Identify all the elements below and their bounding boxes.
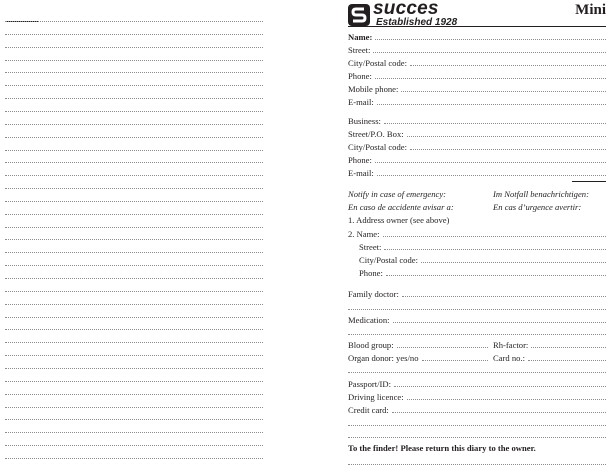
ruled-line[interactable] <box>5 60 263 61</box>
ruled-line[interactable] <box>5 137 263 138</box>
family-doctor-field[interactable] <box>348 287 606 299</box>
business-city-label: City/Postal code: <box>348 142 407 152</box>
emergency-city-field[interactable] <box>359 253 606 265</box>
established-tagline: Established 1928 <box>376 17 458 28</box>
right-form-page <box>340 0 610 470</box>
ruled-line[interactable] <box>5 291 263 292</box>
driving-licence-field[interactable] <box>348 390 606 402</box>
ruled-line[interactable] <box>5 252 263 253</box>
ruled-line[interactable] <box>5 407 263 408</box>
ruled-line[interactable] <box>5 72 263 73</box>
business-phone-label: Phone: <box>348 155 372 165</box>
business-email-label: E-mail: <box>348 168 374 178</box>
ruled-line[interactable] <box>5 111 263 112</box>
organ-donor-label: Organ donor: yes/no <box>348 353 419 363</box>
ruled-line[interactable] <box>5 342 263 343</box>
rh-factor-field[interactable] <box>493 338 606 350</box>
business-email-field[interactable] <box>348 166 606 178</box>
medical-extra-line[interactable] <box>348 363 606 375</box>
medication-extra-line[interactable] <box>348 325 606 337</box>
ruled-line[interactable] <box>5 329 263 330</box>
emergency-name-field[interactable] <box>348 227 606 239</box>
blood-group-label: Blood group: <box>348 340 394 350</box>
ruled-line[interactable] <box>5 227 263 228</box>
email-field[interactable] <box>348 95 606 107</box>
ruled-line[interactable] <box>5 239 263 240</box>
documents-extra-line-2[interactable] <box>348 428 606 440</box>
blood-group-field[interactable] <box>348 338 488 350</box>
emergency-street-label: Street: <box>359 242 382 252</box>
email-label: E-mail: <box>348 97 374 107</box>
city-postal-field[interactable] <box>348 56 606 68</box>
notify-german: Im Notfall benachrichtigen: <box>493 189 589 199</box>
business-street-label: Street/P.O. Box: <box>348 129 404 139</box>
business-field[interactable] <box>348 114 606 126</box>
ruled-line[interactable] <box>5 162 263 163</box>
mobile-phone-field[interactable] <box>348 82 606 94</box>
ruled-line[interactable] <box>5 394 263 395</box>
emergency-item-owner: 1. Address owner (see above) <box>348 215 450 225</box>
ruled-line[interactable] <box>5 304 263 305</box>
ruled-line[interactable] <box>5 201 263 202</box>
ruled-line[interactable] <box>5 381 263 382</box>
ruled-line[interactable] <box>5 265 263 266</box>
street-label: Street: <box>348 45 371 55</box>
card-no-field[interactable] <box>493 351 606 363</box>
ruled-line[interactable] <box>5 34 263 35</box>
ruled-line[interactable] <box>5 124 263 125</box>
ruled-line[interactable] <box>5 214 263 215</box>
organ-donor-field[interactable] <box>348 351 488 363</box>
rh-factor-label: Rh-factor: <box>493 340 529 350</box>
ruled-line[interactable] <box>5 445 263 446</box>
ruled-line[interactable] <box>5 175 263 176</box>
footer-extra-line[interactable] <box>348 455 606 467</box>
family-doctor-label: Family doctor: <box>348 289 399 299</box>
emergency-street-field[interactable] <box>359 240 606 252</box>
ruled-line[interactable] <box>5 419 263 420</box>
left-ruled-page <box>0 0 266 470</box>
family-doctor-extra-line[interactable] <box>348 300 606 312</box>
medication-field[interactable] <box>348 313 606 325</box>
finder-note: To the finder! Please return this diary to the owner. <box>348 443 536 453</box>
ruled-line[interactable] <box>5 355 263 356</box>
ruled-line[interactable] <box>5 85 263 86</box>
passport-field[interactable] <box>348 377 606 389</box>
ruled-line[interactable] <box>5 188 263 189</box>
driving-licence-label: Driving licence: <box>348 392 404 402</box>
city-postal-label: City/Postal code: <box>348 58 407 68</box>
passport-label: Passport/ID: <box>348 379 391 389</box>
ruled-line[interactable] <box>5 432 263 433</box>
name-label: Name: <box>348 32 373 42</box>
ruled-line[interactable] <box>5 317 263 318</box>
emergency-phone-label: Phone: <box>359 268 383 278</box>
ruled-line[interactable] <box>5 98 263 99</box>
ruled-line[interactable] <box>5 150 263 151</box>
brand-logo <box>348 2 458 28</box>
phone-field[interactable] <box>348 69 606 81</box>
header-divider <box>348 26 606 27</box>
emergency-name-label: 2. Name: <box>348 229 380 239</box>
name-field[interactable] <box>348 30 606 42</box>
emergency-phone-field[interactable] <box>359 266 606 278</box>
ruled-line[interactable] <box>5 47 263 48</box>
street-field[interactable] <box>348 43 606 55</box>
succes-logo-icon <box>348 4 370 26</box>
ruled-line[interactable] <box>5 458 263 459</box>
mobile-phone-label: Mobile phone: <box>348 84 399 94</box>
notify-french: En cas d’urgence avertir: <box>493 202 582 212</box>
emergency-city-label: City/Postal code: <box>359 255 418 265</box>
ruled-line[interactable] <box>5 21 263 22</box>
notify-spanish: En caso de accidente avisar a: <box>348 202 454 212</box>
documents-extra-line-1[interactable] <box>348 416 606 428</box>
business-label: Business: <box>348 116 381 126</box>
card-no-label: Card no.: <box>493 353 525 363</box>
business-street-field[interactable] <box>348 127 606 139</box>
logo-wordmark: succes <box>373 0 439 19</box>
section-divider <box>572 181 606 182</box>
business-phone-field[interactable] <box>348 153 606 165</box>
phone-label: Phone: <box>348 71 372 81</box>
credit-card-label: Credit card: <box>348 405 389 415</box>
ruled-line[interactable] <box>5 278 263 279</box>
business-city-field[interactable] <box>348 140 606 152</box>
notify-english: Notify in case of emergency: <box>348 189 446 199</box>
credit-card-field[interactable] <box>348 403 606 415</box>
ruled-line[interactable] <box>5 368 263 369</box>
medication-label: Medication: <box>348 315 390 325</box>
edition-title: Mini <box>575 2 606 18</box>
